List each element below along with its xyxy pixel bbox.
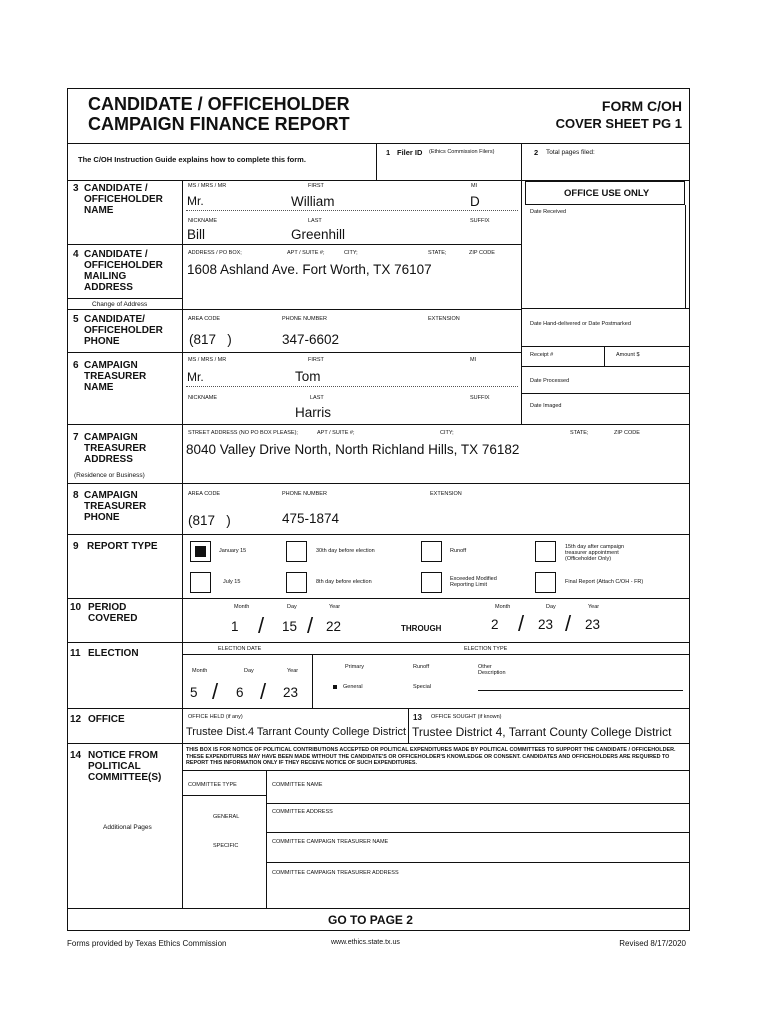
to-year-label: Year: [588, 604, 600, 610]
office-use-title: OFFICE USE ONLY: [564, 188, 650, 199]
total-pages-label: Total pages filed:: [546, 149, 595, 156]
jul15-label: July 15: [223, 579, 241, 585]
day15-line3: (Officeholder Only): [565, 556, 612, 562]
s5-phone-value: 347-6602: [282, 332, 340, 347]
election-month-label: Month: [192, 668, 208, 674]
s14-num: 14: [70, 750, 82, 761]
election-year-label: Year: [287, 668, 299, 674]
date-hand-label: Date Hand-delivered or Date Postmarked: [530, 321, 631, 327]
s4-num: 4: [73, 249, 79, 260]
s7-sub: (Residence or Business): [74, 472, 145, 479]
date-received-label: Date Received: [530, 209, 567, 215]
from-month-label: Month: [234, 604, 250, 610]
receipt-label: Receipt #: [530, 352, 554, 358]
s5-area-value: (817 ): [189, 332, 232, 347]
s6-first-label: FIRST: [308, 357, 324, 363]
from-slash-2: /: [307, 613, 314, 638]
s10-num: 10: [70, 602, 82, 613]
s8-area-value: (817 ): [188, 513, 231, 528]
s3-prefix-label: MS / MRS / MR: [188, 183, 227, 189]
day15-line1: 15th day after campaign: [565, 544, 625, 550]
s9-num: 9: [73, 541, 79, 552]
specific-type-label: SPECIFIC: [213, 843, 239, 849]
s7-num: 7: [73, 432, 79, 443]
s6-last-value: Harris: [295, 405, 331, 420]
runoff-checkbox[interactable]: [421, 541, 442, 562]
from-month-value: 1: [231, 619, 239, 634]
day30-label: 30th day before election: [316, 548, 375, 554]
s7-state-label: STATE;: [570, 430, 589, 436]
s3-mi-value: D: [470, 194, 480, 209]
s3-nick-label: NICKNAME: [188, 218, 218, 224]
runoff-label: Runoff: [450, 548, 467, 554]
s3-suffix-label: SUFFIX: [470, 218, 490, 224]
s6-label: CAMPAIGN TREASURER NAME: [84, 360, 147, 393]
s6-mi-label: MI: [470, 357, 477, 363]
total-pages-num: 2: [534, 148, 539, 157]
amount-label: Amount $: [616, 352, 640, 358]
notice-text: THIS BOX IS FOR NOTICE OF POLITICAL CONTRIBUTIONS ACCEPTED OR POLITICAL EXPENDITURES MADE BY POLITICAL COMMITTEES TO SUPPORT THE CANDIDATE / OFFICEHOLDER. THESE EXPENDITURES MAY HAVE BEEN MADE WITHOUT THE CANDIDATE'S OR OFFICEHOLDER'S KNOWLEDGE OR CONSENT. CANDIDATES AND OFFICEHOLDERS ARE REQUIRED TO REPORT THIS INFORMATION ONLY IF THEY RECEIVE NOTICE OF SUCH EXPENDITURES.: [186, 747, 676, 767]
exceeded-checkbox[interactable]: [421, 572, 442, 593]
s5-area-label: AREA CODE: [188, 316, 221, 322]
goto-page2: GO TO PAGE 2: [328, 913, 413, 927]
from-year-value: 22: [326, 619, 342, 634]
from-slash-1: /: [258, 613, 265, 638]
additional-pages-label: Additional Pages: [103, 824, 152, 831]
s8-ext-label: EXTENSION: [430, 491, 462, 497]
form-title-line1: CANDIDATE / OFFICEHOLDER: [88, 94, 350, 114]
s12-label: OFFICE: [88, 714, 125, 725]
to-month-label: Month: [495, 604, 511, 610]
runoff-election-label: Runoff: [413, 664, 430, 670]
election-day-value: 6: [236, 685, 244, 700]
s4-addr-label: ADDRESS / PO BOX;: [188, 250, 242, 256]
s3-prefix-value: Mr.: [187, 194, 204, 208]
s11-label: ELECTION: [88, 648, 139, 659]
date-imaged-label: Date Imaged: [530, 403, 562, 409]
other-line2: Description: [478, 670, 506, 676]
primary-label: Primary: [345, 664, 364, 670]
general-selected-mark: [333, 685, 337, 689]
election-day-label: Day: [244, 668, 254, 674]
exceeded-line2: Reporting Limit: [450, 582, 487, 588]
to-year-value: 23: [585, 617, 601, 632]
s13-label: OFFICE SOUGHT (if known): [431, 714, 502, 720]
s9-label: REPORT TYPE: [87, 541, 158, 552]
to-slash-1: /: [518, 611, 525, 636]
s6-suffix-label: SUFFIX: [470, 395, 490, 401]
through-label: THROUGH: [401, 624, 442, 633]
footer-revised: Revised 8/17/2020: [619, 939, 686, 948]
office-held-label: OFFICE HELD (if any): [188, 714, 243, 720]
election-month-value: 5: [190, 685, 198, 700]
instruction-text: The C/OH Instruction Guide explains how to complete this form.: [78, 155, 306, 164]
s11-num: 11: [70, 648, 81, 659]
committee-type-label: COMMITTEE TYPE: [188, 782, 237, 788]
filer-id-num: 1: [386, 148, 391, 157]
s3-nick-value: Bill: [187, 227, 206, 242]
day8-label: 8th day before election: [316, 579, 372, 585]
s7-apt-label: APT / SUITE #;: [317, 430, 355, 436]
from-day-value: 15: [282, 619, 298, 634]
other-line1: Other: [478, 664, 492, 670]
s7-zip-label: ZIP CODE: [614, 430, 640, 436]
footer-provided: Forms provided by Texas Ethics Commission: [67, 939, 227, 948]
general-type-label: GENERAL: [213, 814, 240, 820]
s6-first-value: Tom: [295, 369, 321, 384]
committee-name-label: COMMITTEE NAME: [272, 782, 323, 788]
s4-change-label: Change of Address: [92, 301, 148, 308]
s12-num: 12: [70, 714, 82, 725]
committee-address-label: COMMITTEE ADDRESS: [272, 809, 333, 815]
election-slash-2: /: [260, 679, 267, 704]
s5-num: 5: [73, 314, 79, 325]
form-id-line1: FORM C/OH: [601, 98, 682, 114]
s8-area-label: AREA CODE: [188, 491, 221, 497]
from-year-label: Year: [329, 604, 341, 610]
s8-phone-value: 475-1874: [282, 511, 340, 526]
to-day-label: Day: [546, 604, 556, 610]
s4-label: CANDIDATE / OFFICEHOLDER MAILING ADDRESS: [84, 249, 163, 293]
day30-checkbox[interactable]: [286, 541, 307, 562]
s6-num: 6: [73, 360, 79, 371]
treasurer-name-label: COMMITTEE CAMPAIGN TREASURER NAME: [272, 839, 389, 845]
footer-website: www.ethics.state.tx.us: [331, 939, 400, 946]
s4-city-label: CITY;: [344, 250, 358, 256]
s5-phone-label: PHONE NUMBER: [282, 316, 327, 322]
to-day-value: 23: [538, 617, 554, 632]
s8-num: 8: [73, 490, 79, 501]
special-label: Special: [413, 684, 432, 690]
final-checkbox[interactable]: [535, 572, 556, 593]
election-type-label: ELECTION TYPE: [464, 646, 508, 652]
election-year-value: 23: [283, 685, 299, 700]
s5-ext-label: EXTENSION: [428, 316, 460, 322]
s14-label: NOTICE FROM POLITICAL COMMITTEE(S): [88, 750, 162, 783]
election-slash-1: /: [212, 679, 219, 704]
from-day-label: Day: [287, 604, 297, 610]
s6-prefix-value: Mr.: [187, 370, 204, 384]
treasurer-address-label: COMMITTEE CAMPAIGN TREASURER ADDRESS: [272, 870, 399, 876]
s7-street-label: STREET ADDRESS (NO PO BOX PLEASE);: [188, 430, 298, 436]
s5-label: CANDIDATE/ OFFICEHOLDER PHONE: [84, 314, 163, 347]
s6-prefix-label: MS / MRS / MR: [188, 357, 227, 363]
s10-label: PERIOD COVERED: [88, 602, 138, 624]
s4-state-label: STATE;: [428, 250, 447, 256]
jan15-label: January 15: [219, 548, 247, 554]
s6-nick-label: NICKNAME: [188, 395, 218, 401]
s8-label: CAMPAIGN TREASURER PHONE: [84, 490, 147, 523]
office-sought-value: Trustee District 4, Tarrant County College District: [412, 725, 672, 739]
s7-city-label: CITY;: [440, 430, 454, 436]
s3-mi-label: MI: [471, 183, 478, 189]
final-label: Final Report (Attach C/OH - FR): [565, 579, 644, 585]
s3-num: 3: [73, 183, 79, 194]
day8-checkbox[interactable]: [286, 572, 307, 593]
jan15-check-mark: [195, 546, 206, 557]
to-slash-2: /: [565, 611, 572, 636]
s3-first-value: William: [291, 194, 335, 209]
s7-address-value: 8040 Valley Drive North, North Richland Hills, TX 76182: [186, 442, 520, 457]
s6-last-label: LAST: [310, 395, 324, 401]
form-title-line2: CAMPAIGN FINANCE REPORT: [88, 114, 350, 134]
s4-apt-label: APT / SUITE #;: [287, 250, 325, 256]
s3-first-label: FIRST: [308, 183, 324, 189]
filer-id-note: (Ethics Commission Filers): [429, 149, 495, 155]
s3-label: CANDIDATE / OFFICEHOLDER NAME: [84, 183, 163, 216]
general-label: General: [343, 684, 363, 690]
date-processed-label: Date Processed: [530, 378, 570, 384]
day15-checkbox[interactable]: [535, 541, 556, 562]
s4-address-value: 1608 Ashland Ave. Fort Worth, TX 76107: [187, 262, 432, 277]
s3-last-label: LAST: [308, 218, 322, 224]
to-month-value: 2: [491, 617, 499, 632]
jan15-checkbox[interactable]: [190, 541, 211, 562]
s4-zip-label: ZIP CODE: [469, 250, 495, 256]
exceeded-line1: Exceeded Modified: [450, 576, 497, 582]
s7-label: CAMPAIGN TREASURER ADDRESS: [84, 432, 147, 465]
form-id-line2: COVER SHEET PG 1: [555, 116, 682, 131]
day15-line2: treasurer appointment: [565, 550, 619, 556]
election-date-label: ELECTION DATE: [218, 646, 262, 652]
s3-last-value: Greenhill: [291, 227, 346, 242]
office-held-value: Trustee Dist.4 Tarrant County College District: [186, 726, 407, 738]
s13-num: 13: [413, 713, 422, 722]
jul15-checkbox[interactable]: [190, 572, 211, 593]
s8-phone-label: PHONE NUMBER: [282, 491, 327, 497]
filer-id-label: Filer ID: [397, 148, 423, 157]
